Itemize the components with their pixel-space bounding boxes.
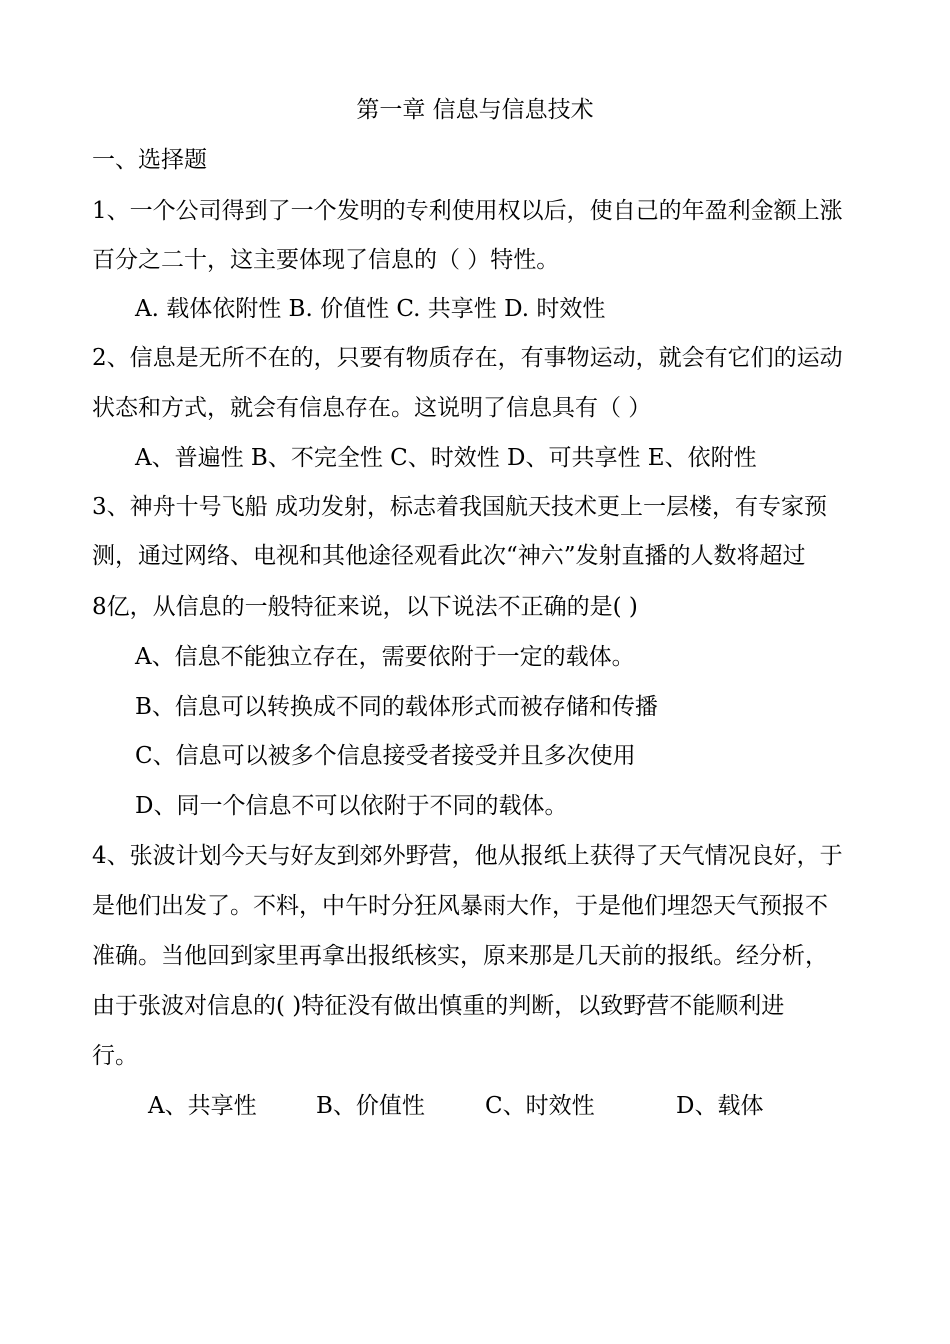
q3-option-d: D、同一个信息不可以依附于不同的载体。 — [135, 793, 568, 819]
section-heading: 一、选择题 — [92, 147, 207, 173]
q4-option-d: D、载体 — [676, 1093, 764, 1119]
q4-text-line-2: 是他们出发了。不料，中午时分狂风暴雨大作，于是他们埋怨天气预报不 — [92, 893, 828, 919]
q1-text-line-2: 百分之二十，这主要体现了信息的（ ）特性。 — [92, 247, 560, 273]
q3-text-line-1: 3、神舟十号飞船 成功发射，标志着我国航天技术更上一层楼，有专家预 — [92, 494, 827, 520]
q3-text-line-3: 8亿，从信息的一般特征来说，以下说法不正确的是( ) — [92, 594, 638, 620]
q4-option-a: A、共享性 — [148, 1093, 257, 1119]
q2-text-line-2: 状态和方式，就会有信息存在。这说明了信息具有（ ） — [92, 395, 652, 421]
q2-text-line-1: 2、信息是无所不在的，只要有物质存在，有事物运动，就会有它们的运动 — [92, 345, 843, 371]
q3-option-b: B、信息可以转换成不同的载体形式而被存储和传播 — [135, 694, 658, 720]
q4-option-c: C、时效性 — [485, 1093, 595, 1119]
q3-option-c: C、信息可以被多个信息接受者接受并且多次使用 — [135, 743, 636, 769]
q3-option-a: A、信息不能独立存在，需要依附于一定的载体。 — [135, 644, 635, 670]
q2-options: A、普遍性 B、不完全性 C、时效性 D、可共享性 E、依附性 — [135, 445, 757, 471]
q4-text-line-3: 准确。当他回到家里再拿出报纸核实，原来那是几天前的报纸。经分析， — [92, 943, 828, 969]
q4-text-line-4: 由于张波对信息的( )特征没有做出慎重的判断，以致野营不能顺利进 — [92, 993, 785, 1019]
chapter-title: 第一章 信息与信息技术 — [356, 97, 594, 123]
q1-text-line-1: 1、一个公司得到了一个发明的专利使用权以后，使自己的年盈利金额上涨 — [92, 198, 843, 224]
q4-text-line-1: 4、张波计划今天与好友到郊外野营，他从报纸上获得了天气情况良好，于 — [92, 843, 843, 869]
q3-text-line-2: 测，通过网络、电视和其他途径观看此次“神六”发射直播的人数将超过 — [92, 543, 806, 569]
q1-options: A. 载体依附性 B. 价值性 C. 共享性 D. 时效性 — [135, 296, 606, 322]
q4-option-b: B、价值性 — [316, 1093, 425, 1119]
q4-text-line-5: 行。 — [92, 1043, 138, 1069]
